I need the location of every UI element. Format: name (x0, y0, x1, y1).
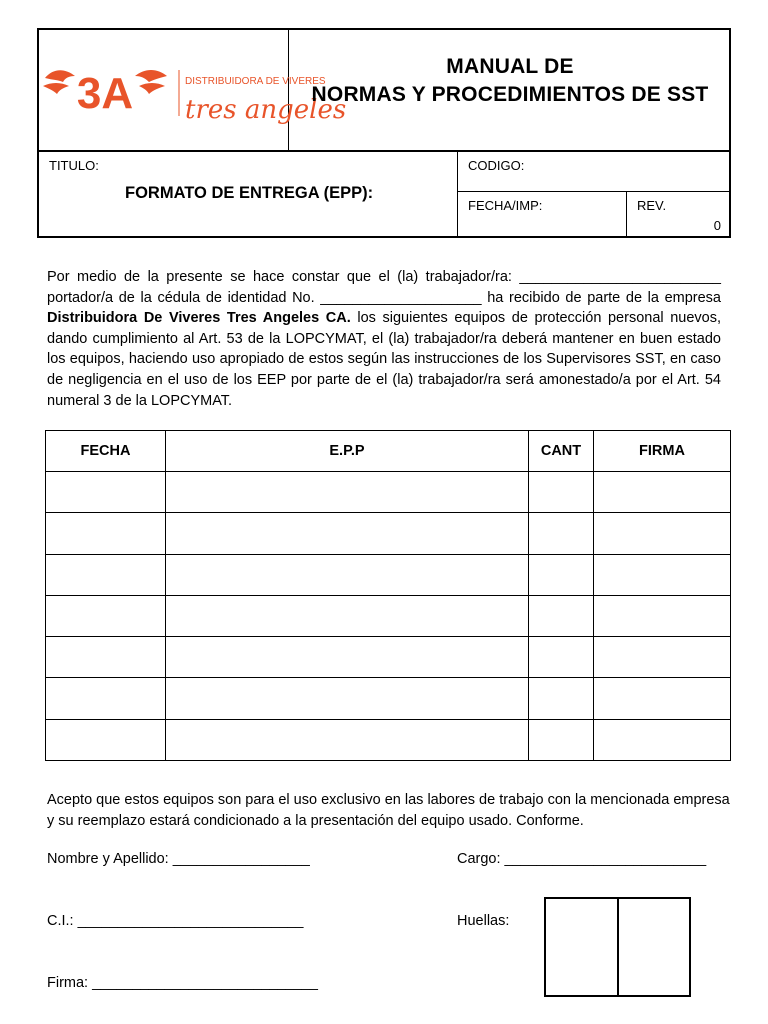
table-row (46, 554, 731, 595)
epp-cell[interactable] (166, 472, 529, 513)
codigo-label: CODIGO: (468, 158, 525, 173)
column-header-firma: FIRMA (594, 431, 731, 472)
epp-cell[interactable] (166, 637, 529, 678)
codigo-cell (458, 152, 731, 192)
cant-cell[interactable] (529, 637, 594, 678)
logo-left-wing (43, 70, 75, 94)
cant-cell[interactable] (529, 513, 594, 554)
intro-paragraph (47, 267, 721, 411)
titulo-label: TITULO: (49, 158, 99, 173)
table-row (46, 719, 731, 760)
fecha-cell[interactable] (46, 554, 166, 595)
rev-value: 0 (713, 218, 721, 233)
firma-cell[interactable] (594, 595, 731, 636)
epp-cell[interactable] (166, 595, 529, 636)
firma-cell[interactable] (594, 513, 731, 554)
table-row (46, 472, 731, 513)
fecha-cell[interactable] (46, 513, 166, 554)
header-info-row (39, 150, 731, 238)
table-row (46, 513, 731, 554)
cant-cell[interactable] (529, 678, 594, 719)
fecha-cell[interactable] (46, 472, 166, 513)
firma-field[interactable]: Firma: ____________________________ (47, 975, 318, 991)
column-header-fecha: FECHA (46, 431, 166, 472)
company-logo (39, 30, 347, 150)
manual-title-line-1: MANUAL DE (446, 55, 574, 78)
table-row (46, 595, 731, 636)
cant-cell[interactable] (529, 554, 594, 595)
table-row (46, 637, 731, 678)
firma-cell[interactable] (594, 719, 731, 760)
rev-label: REV. (637, 198, 667, 213)
rev-cell (627, 192, 731, 238)
fecha-imp-cell (458, 192, 627, 238)
firma-cell[interactable] (594, 637, 731, 678)
cant-cell[interactable] (529, 472, 594, 513)
titulo-cell (39, 152, 458, 238)
fecha-cell[interactable] (46, 678, 166, 719)
acceptance-paragraph: Acepto que estos equipos son para el uso exclusivo en las labores de trabajo con la mencionada empresa y su reemplazo estará condicionado a la presentación del equipo usado. Conforme. (47, 792, 730, 829)
nombre-apellido-field[interactable]: Nombre y Apellido: _________________ (47, 851, 310, 867)
manual-title-cell (289, 30, 731, 150)
fingerprint-boxes[interactable] (544, 897, 691, 997)
header-table (37, 28, 731, 238)
fingerprint-divider (617, 899, 619, 995)
manual-title-line-2: NORMAS Y PROCEDIMIENTOS DE SST (311, 83, 709, 106)
intro-company-name: Distribuidora De Viveres Tres Angeles CA. (47, 310, 351, 327)
epp-cell[interactable] (166, 678, 529, 719)
table-header-row (46, 431, 731, 472)
logo-cell (39, 30, 347, 150)
epp-cell[interactable] (166, 719, 529, 760)
firma-cell[interactable] (594, 472, 731, 513)
logo-mark: 3A (76, 69, 134, 118)
firma-cell[interactable] (594, 678, 731, 719)
ci-field[interactable]: C.I.: ____________________________ (47, 913, 304, 929)
epp-table (45, 430, 731, 761)
huellas-label: Huellas: (457, 913, 510, 929)
cant-cell[interactable] (529, 719, 594, 760)
fecha-cell[interactable] (46, 637, 166, 678)
fecha-cell[interactable] (46, 719, 166, 760)
titulo-value: FORMATO DE ENTREGA (EPP): (125, 184, 374, 202)
fecha-imp-label: FECHA/IMP: (468, 198, 543, 213)
fecha-cell[interactable] (46, 595, 166, 636)
column-header-cant: CANT (529, 431, 594, 472)
firma-cell[interactable] (594, 554, 731, 595)
intro-text-part-1: Por medio de la presente se hace constar que el (la) trabajador/ra: _________________________ portador/a de la cédula de identidad No. ____________________ ha recibido de parte de la empresa (47, 269, 721, 306)
column-header-epp: E.P.P (166, 431, 529, 472)
epp-cell[interactable] (166, 554, 529, 595)
logo-script-name: tres angeles (185, 95, 347, 125)
logo-company-line: DISTRIBUIDORA DE VIVERES (185, 76, 326, 87)
logo-right-wing (135, 70, 167, 94)
table-row (46, 678, 731, 719)
epp-cell[interactable] (166, 513, 529, 554)
cargo-field[interactable]: Cargo: _________________________ (457, 851, 707, 867)
cant-cell[interactable] (529, 595, 594, 636)
intro-text-part-2: los siguientes equipos de protección personal nuevos, dando cumplimiento al Art. 53 de la LOPCYMAT, el (la) trabajador/ra deberá mantener en buen estado los equipos, haciendo uso apropiado de estos según las instrucciones de los Supervisores SST, en caso de negligencia en el uso de los EEP por parte de el (la) trabajador/ra será amonestado/a por el Art. 54 numeral 3 de la LOPCYMAT. (47, 310, 721, 409)
